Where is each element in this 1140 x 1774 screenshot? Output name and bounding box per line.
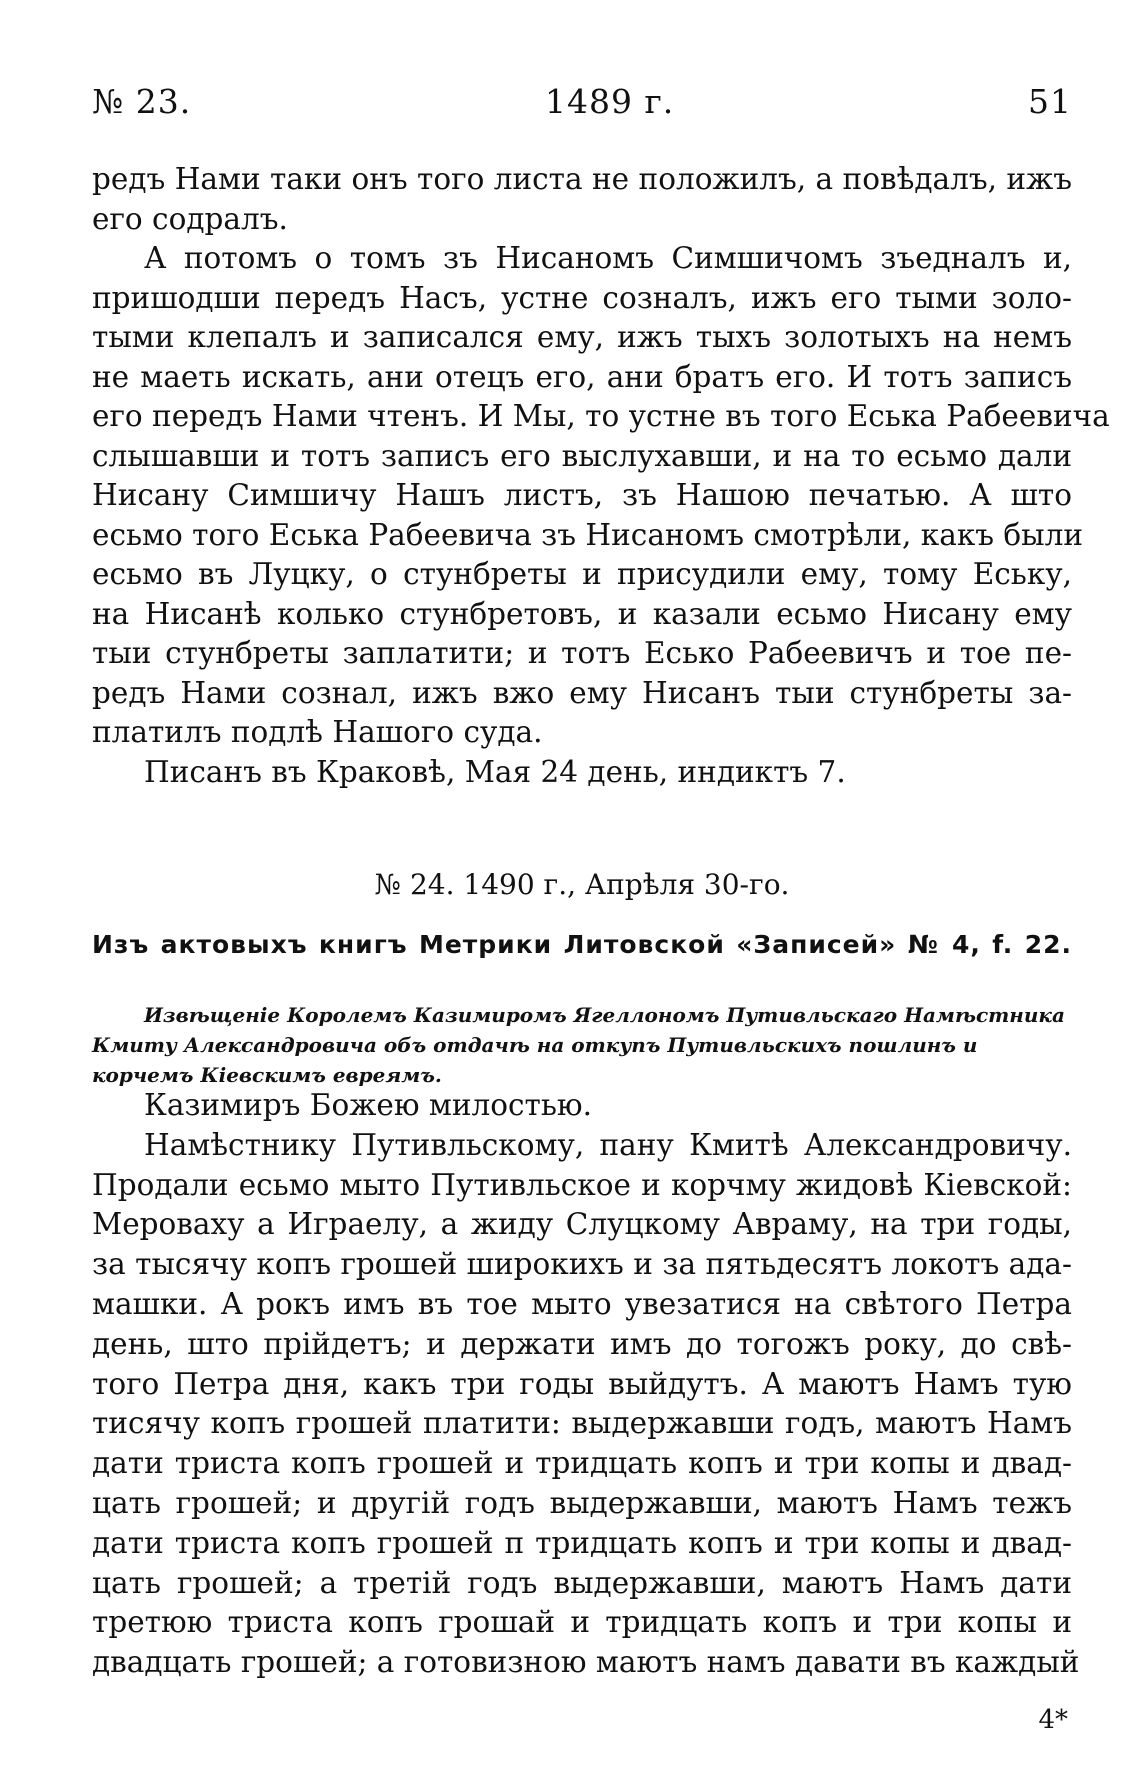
header-page-number: 51 <box>1028 82 1072 121</box>
text-line: его передъ Нами чтенъ. И Мы, то устне въ того Еська Рабеевича <box>92 399 1110 433</box>
text-line: машки. А рокъ имъ въ тое мыто увезатися на свѣтого Петра <box>92 1286 1072 1321</box>
text-line: Продали есьмо мыто Путивльское и корчму жидовѣ Кіевской: <box>92 1167 1072 1202</box>
text-line: Намѣстнику Путивльскому, пану Кмитѣ Александровичу. <box>144 1127 1072 1162</box>
header-year: 1489 г. <box>544 82 675 121</box>
text-line: платилъ подлѣ Нашого суда. <box>92 715 543 749</box>
doc24-summary <box>92 1000 1072 1090</box>
text-line: цать грошей; а третій годъ выдержавши, маютъ Намъ дати <box>92 1565 1072 1600</box>
text-line: того Петра дня, какъ три годы выйдутъ. А маютъ Намъ тую <box>92 1366 1072 1401</box>
text-line: день, што прійдетъ; и держати имъ до тогожъ року, до свѣ- <box>92 1326 1072 1361</box>
doc24-source: Изъ актовыхъ книгъ Метрики Литовской «Записей» № 4, f. 22. <box>92 930 1072 959</box>
text-line: дати триста копъ грошей п тридцать копъ и три копы и двад- <box>92 1525 1072 1560</box>
text-line: слышавши и тотъ записъ его выслухавши, и на то есьмо дали <box>92 438 1072 473</box>
text-line: цать грошей; и другій годъ выдержавши, маютъ Намъ тежъ <box>92 1485 1072 1520</box>
text-line: Нисану Симшичу Нашъ листъ, зъ Нашою печатью. А што <box>92 478 1072 512</box>
text-line: дати триста копъ грошей и тридцать копъ и три копы и двад- <box>92 1446 1072 1481</box>
doc24-title: № 24. 1490 г., Апрѣля 30-го. <box>374 868 790 901</box>
text-line: не маеть искать, ани отецъ его, ани братъ его. И тотъ записъ <box>92 359 1072 394</box>
text-line: Мероваху а Играелу, а жиду Слуцкому Авраму, на три годы, <box>92 1207 1072 1242</box>
text-line: пришодши передъ Насъ, устне созналъ, ижъ его тыми золо- <box>92 280 1072 315</box>
text-line: двадцать грошей; а готовизною маютъ намъ давати въ каждый <box>92 1645 1080 1680</box>
summary-text: Извѣщеніе Королемъ Казимиромъ Ягеллономъ Путивльскаго Намѣстника Кмиту Александровича объ отдачѣ на откупъ Путивльскихъ пошлинъ и корчемъ Кіевскимъ евреямъ. <box>92 1003 1065 1087</box>
text-line: редъ Нами сознал, ижъ вжо ему Нисанъ тыи стунбреты за- <box>92 675 1072 710</box>
text-line: редъ Нами таки онъ того листа не положилъ, а повѣдалъ, ижъ <box>92 162 1072 196</box>
doc23-text <box>92 160 1110 792</box>
doc24-text <box>92 1086 1080 1683</box>
text-line: есьмо въ Луцку, о стунбреты и присудили ему, тому Еську, <box>92 557 1072 591</box>
text-line: А потомъ о томъ зъ Нисаномъ Симшичомъ зъедналъ и, <box>144 241 1072 275</box>
text-line: тыми клепалъ и записался ему, ижъ тыхъ золотыхъ на немъ <box>92 320 1072 354</box>
text-line: тисячу копъ грошей платити: выдержавши годъ, маютъ Намъ <box>92 1406 1072 1441</box>
text-line: третюю триста копъ грошай и тридцать копъ и три копы и <box>92 1605 1072 1640</box>
text-line: за тысячу копъ грошей широкихъ и за пятьдесятъ локотъ ада- <box>92 1247 1072 1282</box>
running-header <box>92 82 1072 121</box>
signature-mark: 4* <box>1038 1705 1068 1735</box>
text-line: Казимиръ Божею милостью. <box>144 1088 592 1122</box>
text-line: тыи стунбреты заплатити; и тотъ Есько Рабеевичъ и тое пе- <box>92 636 1072 670</box>
text-line: есьмо того Еська Рабеевича зъ Нисаномъ смотрѣли, какъ были <box>92 517 1084 552</box>
text-line: на Нисанѣ колько стунбретовъ, и казали есьмо Нисану ему <box>92 596 1072 631</box>
header-doc-number: № 23. <box>92 82 192 121</box>
dateline: Писанъ въ Краковѣ, Мая 24 день, индиктъ 7. <box>144 754 846 789</box>
text-line: его содралъ. <box>92 201 288 236</box>
